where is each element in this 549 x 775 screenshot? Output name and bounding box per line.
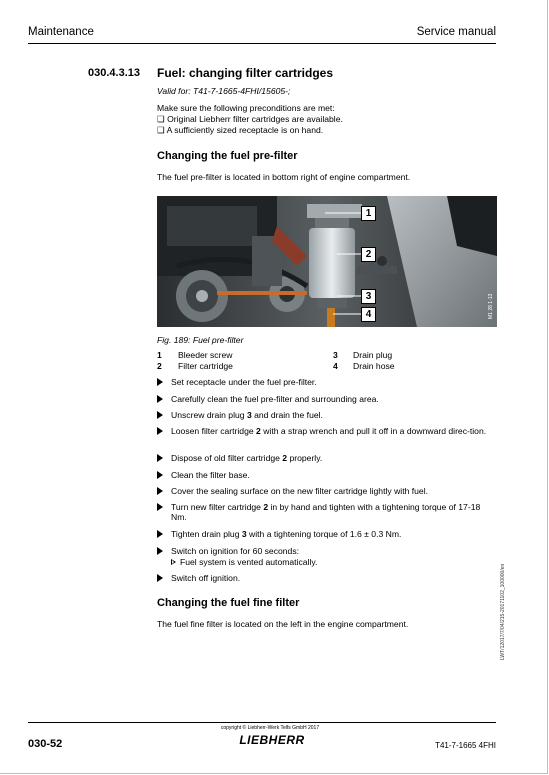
instruction-step: Carefully clean the fuel pre-filter and surrounding area. (157, 394, 493, 404)
instruction-step: Loosen filter cartridge 2 with a strap wrench and pull it off in a downward direc-tion. (157, 426, 493, 436)
instruction-step: Dispose of old filter cartridge 2 properly. (157, 453, 493, 463)
prefilter-heading: Changing the fuel pre-filter (157, 150, 298, 162)
instruction-step: Switch off ignition. (157, 573, 493, 583)
document-side-code: LWT/12017/7/04/215-20171102_100000/en (500, 563, 506, 660)
step-arrow-icon (157, 378, 163, 386)
prefilter-intro: The fuel pre-filter is located in bottom right of engine compartment. (157, 172, 411, 182)
step-arrow-icon (157, 471, 163, 479)
result-arrow-icon (171, 559, 176, 565)
page-number: 030-52 (28, 738, 63, 750)
model-code: T41-7-1665 4FHI (435, 741, 496, 750)
legend-label: Filter cartridge (178, 361, 233, 371)
step-result: Fuel system is vented automatically. (157, 557, 493, 567)
callout-3: 3 (361, 289, 376, 304)
step-arrow-icon (157, 427, 163, 435)
finefilter-intro: The fuel fine filter is located on the left in the engine compartment. (157, 619, 409, 629)
photo-code: M1 28 1·13 (488, 293, 494, 319)
section-number: 030.4.3.13 (88, 67, 140, 79)
step-arrow-icon (157, 454, 163, 462)
callout-1: 1 (361, 206, 376, 221)
step-arrow-icon (157, 487, 163, 495)
callout-2: 2 (361, 247, 376, 262)
step-arrow-icon (157, 574, 163, 582)
instruction-step: Unscrew drain plug 3 and drain the fuel. (157, 410, 493, 420)
step-arrow-icon (157, 411, 163, 419)
instruction-step: Clean the filter base. (157, 470, 493, 480)
step-arrow-icon (157, 547, 163, 555)
step-arrow-icon (157, 503, 163, 511)
section-title: Fuel: changing filter cartridges (157, 66, 334, 80)
step-arrow-icon (157, 395, 163, 403)
legend-item: 4 (333, 361, 338, 371)
header-chapter: Maintenance (28, 26, 94, 38)
legend-label: Drain hose (353, 361, 395, 371)
instruction-step: Tighten drain plug 3 with a tightening torque of 1.6 ± 0.3 Nm. (157, 529, 493, 539)
instruction-step: Set receptacle under the fuel pre-filter. (157, 377, 493, 387)
legend-item: 3 (333, 350, 338, 360)
step-arrow-icon (157, 530, 163, 538)
preconditions-intro: Make sure the following preconditions are met: (157, 103, 335, 113)
legend-label: Drain plug (353, 350, 393, 360)
instruction-step: Turn new filter cartridge 2 in by hand and tighten with a tightening torque of 17-18 Nm. (157, 502, 493, 523)
header-rule (28, 43, 496, 44)
legend-item: 1 (157, 350, 162, 360)
fuel-prefilter-photo (157, 196, 497, 327)
legend-item: 2 (157, 361, 162, 371)
instruction-step: Cover the sealing surface on the new filter cartridge lightly with fuel. (157, 486, 493, 496)
copyright: copyright © Liebherr-Werk Telfs GmbH 2017 (220, 725, 320, 731)
instruction-step: Switch on ignition for 60 seconds: (157, 546, 493, 556)
finefilter-heading: Changing the fuel fine filter (157, 597, 300, 609)
figure-caption: Fig. 189: Fuel pre-filter (157, 335, 244, 345)
callout-4: 4 (361, 307, 376, 322)
liebherr-logo: LIEBHERR (239, 733, 305, 747)
precondition-item: ❑ A sufficiently sized receptacle is on hand. (157, 125, 324, 135)
footer-rule (28, 722, 496, 723)
engine-compartment-illustration (157, 196, 497, 327)
precondition-item: ❑ Original Liebherr filter cartridges are available. (157, 114, 343, 124)
legend-label: Bleeder screw (178, 350, 233, 360)
valid-for: Valid for: T41-7-1665-4FHI/15605-; (157, 86, 291, 96)
header-manual-type: Service manual (416, 26, 496, 38)
